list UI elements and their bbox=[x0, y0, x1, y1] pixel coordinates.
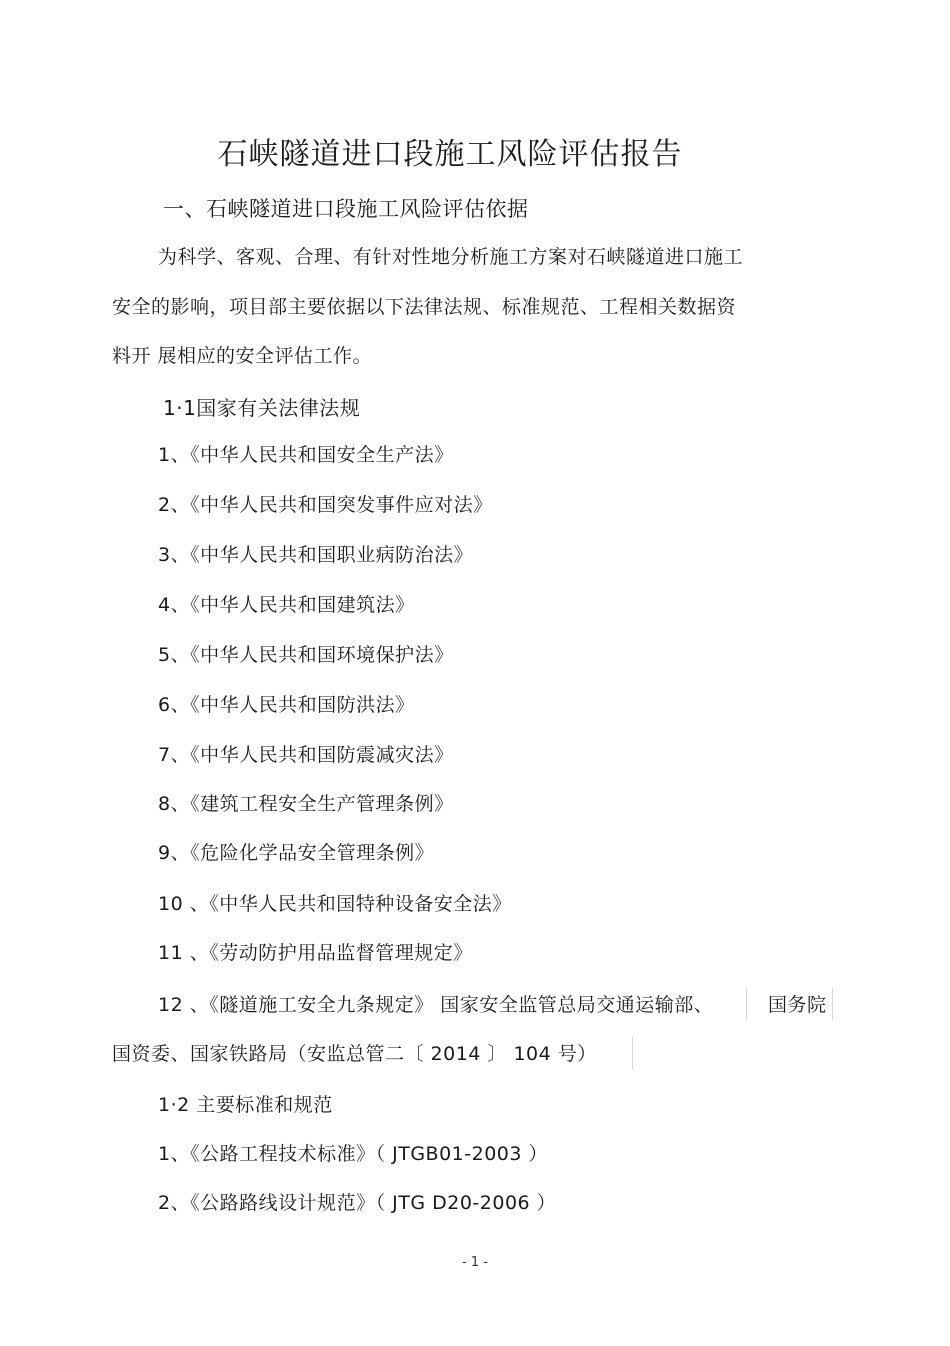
intro-line-2: 安全的影响，项目部主要依据以下法律法规、标准规范、工程相关数据资 bbox=[112, 296, 737, 318]
column-divider bbox=[746, 988, 747, 1020]
law-item: 3、《中华人民共和国职业病防治法》 bbox=[158, 544, 474, 566]
law-item: 2、《中华人民共和国突发事件应对法》 bbox=[158, 494, 493, 516]
law-item: 11 、《劳动防护用品监督管理规定》 bbox=[158, 942, 473, 964]
intro-line-1: 为科学、客观、合理、有针对性地分析施工方案对石峡隧道进口施工 bbox=[158, 246, 744, 268]
law-item-12-line-2: 国资委、国家铁路局（安监总管二〔 2014 〕 104 号） bbox=[112, 1043, 597, 1065]
law-item-12-line-1: 12 、《隧道施工安全九条规定》 国家安全监管总局交通运输部、 bbox=[158, 994, 714, 1016]
subsection-heading: 1·2 主要标准和规范 bbox=[158, 1094, 333, 1116]
intro-line-3: 料开 展相应的安全评估工作。 bbox=[112, 345, 373, 367]
law-item: 8、《建筑工程安全生产管理条例》 bbox=[158, 793, 454, 815]
law-item: 4、《中华人民共和国建筑法》 bbox=[158, 594, 415, 616]
law-item: 6、《中华人民共和国防洪法》 bbox=[158, 694, 415, 716]
law-item: 9、《危险化学品安全管理条例》 bbox=[158, 842, 435, 864]
column-divider bbox=[632, 1037, 633, 1069]
page-number: - 1 - bbox=[462, 1255, 488, 1270]
standard-item: 1、《公路工程技术标准》（ JTGB01-2003 ） bbox=[158, 1143, 549, 1165]
law-item: 5、《中华人民共和国环境保护法》 bbox=[158, 644, 454, 666]
section-heading: 一、石峡隧道进口段施工风险评估依据 bbox=[163, 197, 529, 221]
standard-item: 2、《公路路线设计规范》（ JTG D20-2006 ） bbox=[158, 1192, 557, 1214]
law-item: 1、《中华人民共和国安全生产法》 bbox=[158, 444, 454, 466]
law-item: 10 、《中华人民共和国特种设备安全法》 bbox=[158, 893, 512, 915]
subsection-heading: 1·1国家有关法律法规 bbox=[163, 396, 361, 420]
law-item: 7、《中华人民共和国防震减灾法》 bbox=[158, 744, 454, 766]
page-title: 石峡隧道进口段施工风险评估报告 bbox=[217, 137, 683, 172]
column-divider bbox=[832, 988, 833, 1020]
law-item-12-line-1-end: 国务院 bbox=[768, 994, 827, 1016]
